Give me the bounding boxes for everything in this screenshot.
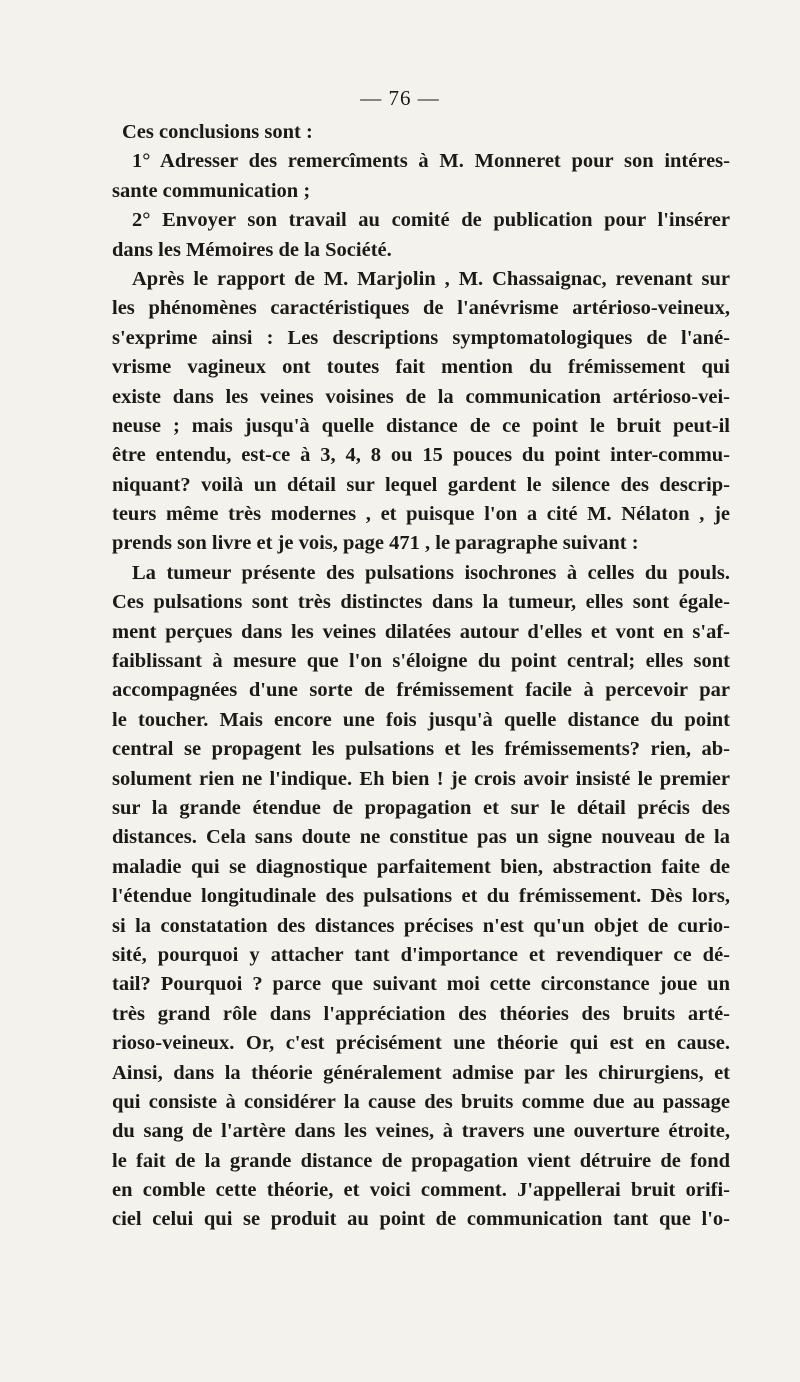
text-line: neuse ; mais jusqu'à quelle distance de ce point le bruit peut-il bbox=[112, 414, 730, 437]
text-line: vrisme vagineux ont toutes fait mention du frémissement qui bbox=[112, 356, 730, 379]
text-line: prends son livre et je vois, page 471 , le paragraphe suivant : bbox=[112, 532, 639, 555]
text-line: niquant? voilà un détail sur lequel gardent le silence des descrip- bbox=[112, 473, 730, 496]
text-line: 1° Adresser des remercîments à M. Monneret pour son intéres- bbox=[132, 150, 730, 173]
text-line: distances. Cela sans doute ne constitue pas un signe nouveau de la bbox=[112, 826, 730, 849]
page-number: — 76 — bbox=[360, 86, 440, 110]
text-line: en comble cette théorie, et voici comment. J'appellerai bruit orifi- bbox=[112, 1179, 730, 1202]
text-line: si la constatation des distances précises n'est qu'un objet de curio- bbox=[112, 914, 730, 937]
text-line: être entendu, est-ce à 3, 4, 8 ou 15 pouces du point inter-commu- bbox=[112, 444, 730, 467]
text-line: du sang de l'artère dans les veines, à travers une ouverture étroite, bbox=[112, 1120, 730, 1143]
text-line: maladie qui se diagnostique parfaitement bien, abstraction faite de bbox=[112, 855, 730, 878]
text-line: tail? Pourquoi ? parce que suivant moi cette circonstance joue un bbox=[112, 973, 730, 996]
text-line: existe dans les veines voisines de la communication artérioso-vei- bbox=[112, 385, 730, 408]
text-line: ciel celui qui se produit au point de communication tant que l'o- bbox=[112, 1208, 730, 1231]
text-line: le toucher. Mais encore une fois jusqu'à quelle distance du point bbox=[112, 708, 730, 731]
text-line: Ces conclusions sont : bbox=[122, 121, 313, 143]
text-line: Ainsi, dans la théorie généralement admise par les chirurgiens, et bbox=[112, 1061, 730, 1084]
text-line: 2° Envoyer son travail au comité de publication pour l'insérer bbox=[132, 209, 730, 232]
text-line: très grand rôle dans l'appréciation des théories des bruits arté- bbox=[112, 1002, 730, 1025]
text-line: s'exprime ainsi : Les descriptions symptomatologiques de l'ané- bbox=[112, 326, 730, 349]
text-line: ment perçues dans les veines dilatées autour d'elles et vont en s'af- bbox=[112, 620, 730, 643]
text-line: Ces pulsations sont très distinctes dans la tumeur, elles sont égale- bbox=[112, 591, 730, 614]
text-line: sante communication ; bbox=[112, 179, 311, 202]
text-line: Après le rapport de M. Marjolin , M. Chassaignac, revenant sur bbox=[132, 267, 730, 290]
text-line: central se propagent les pulsations et les frémissements? rien, ab- bbox=[112, 738, 730, 761]
body-text bbox=[112, 118, 730, 1235]
text-line: teurs même très modernes , et puisque l'on a cité M. Nélaton , je bbox=[112, 503, 730, 526]
text-line: les phénomènes caractéristiques de l'anévrisme artérioso-veineux, bbox=[112, 297, 730, 320]
text-line: La tumeur présente des pulsations isochrones à celles du pouls. bbox=[132, 561, 730, 584]
text-line: faiblissant à mesure que l'on s'éloigne du point central; elles sont bbox=[112, 650, 730, 673]
text-line: dans les Mémoires de la Société. bbox=[112, 238, 392, 261]
text-line: qui consiste à considérer la cause des bruits comme due au passage bbox=[112, 1090, 730, 1113]
text-line: l'étendue longitudinale des pulsations et du frémissement. Dès lors, bbox=[112, 885, 730, 908]
text-line: le fait de la grande distance de propagation vient détruire de fond bbox=[112, 1149, 730, 1172]
text-line: sité, pourquoi y attacher tant d'importance et revendiquer ce dé- bbox=[112, 943, 730, 966]
text-line: solument rien ne l'indique. Eh bien ! je crois avoir insisté le premier bbox=[112, 767, 730, 790]
text-line: accompagnées d'une sorte de frémissement facile à percevoir par bbox=[112, 679, 730, 702]
text-line: sur la grande étendue de propagation et sur le détail précis des bbox=[112, 796, 730, 819]
text-line: rioso-veineux. Or, c'est précisément une théorie qui est en cause. bbox=[112, 1032, 730, 1055]
